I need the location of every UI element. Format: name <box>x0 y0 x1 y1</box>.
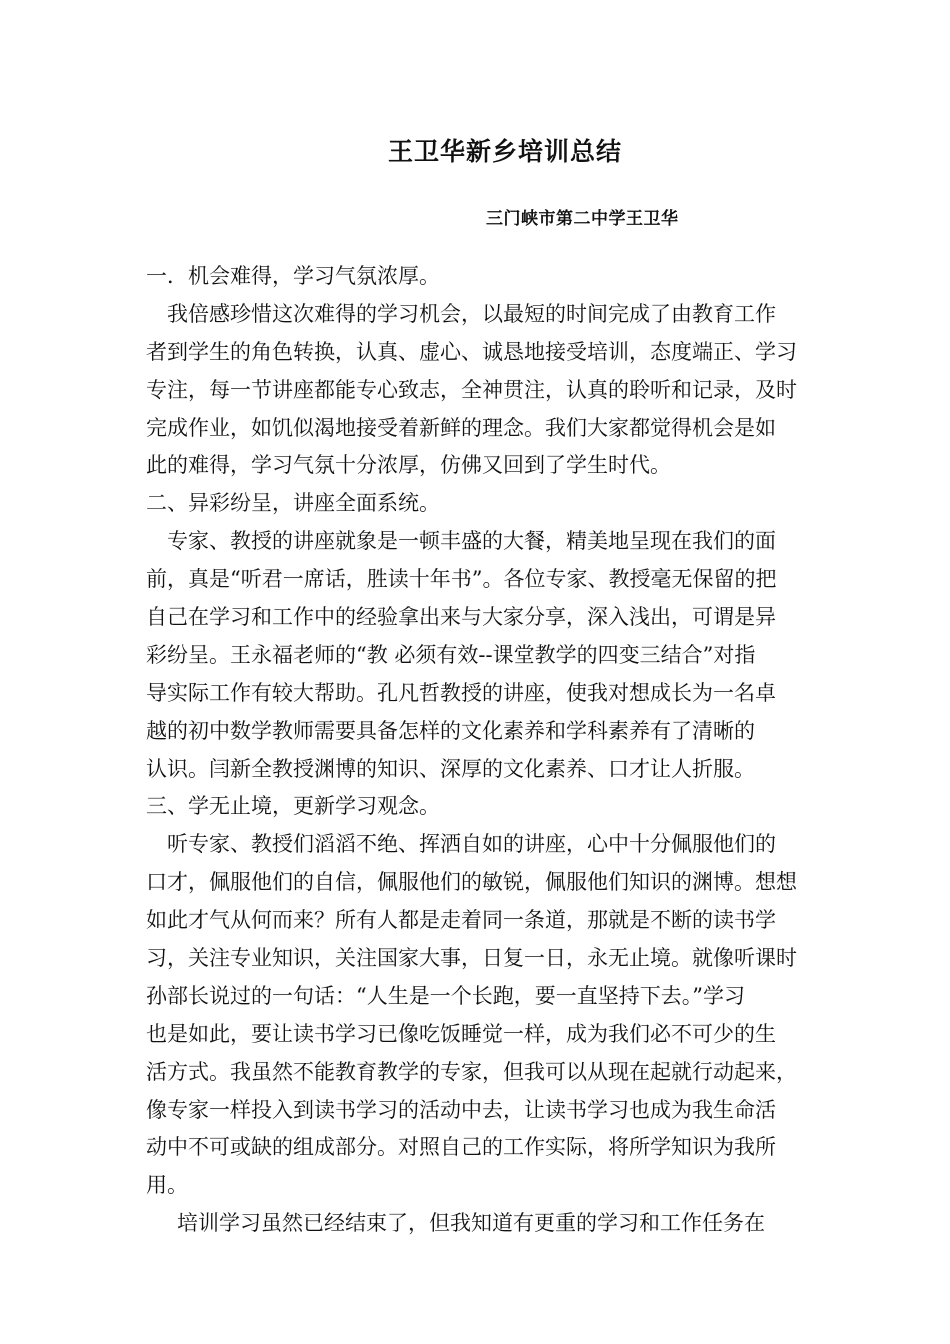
paragraph-line: 培训学习虽然已经结束了，但我知道有更重的学习和工作任务在 <box>177 1211 765 1236</box>
paragraph-line: 活方式。我虽然不能教育教学的专家，但我可以从现在起就行动起来， <box>146 1059 797 1084</box>
section-heading-3: 三、学无止境，更新学习观念。 <box>146 794 440 819</box>
paragraph-line: 导实际工作有较大帮助。孔凡哲教授的讲座，使我对想成长为一名卓 <box>146 680 776 705</box>
paragraph-line: 我倍感珍惜这次难得的学习机会，以最短的时间完成了由教育工作 <box>167 301 776 326</box>
paragraph-line: 专注，每一节讲座都能专心致志，全神贯注，认真的聆听和记录，及时 <box>146 377 797 402</box>
paragraph-line: 自己在学习和工作中的经验拿出来与大家分享，深入浅出，可谓是异 <box>146 605 776 630</box>
paragraph-line: 像专家一样投入到读书学习的活动中去，让读书学习也成为我生命活 <box>146 1097 776 1122</box>
document-body <box>146 258 836 1243</box>
section-heading-1: 一．机会难得，学习气氛浓厚。 <box>146 264 440 288</box>
paragraph-line: 动中不可或缺的组成部分。对照自己的工作实际，将所学知识为我所 <box>146 1135 776 1160</box>
paragraph-line: 者到学生的角色转换，认真、虚心、诚恳地接受培训，态度端正、学习 <box>146 339 797 364</box>
paragraph-line: 用。 <box>146 1173 188 1198</box>
paragraph-line: 专家、教授的讲座就象是一顿丰盛的大餐，精美地呈现在我们的面 <box>167 529 776 554</box>
paragraph-line: 孙部长说过的一句话：“人生是一个长跑，要一直坚持下去。”学习 <box>146 983 745 1008</box>
paragraph-line: 口才，佩服他们的自信，佩服他们的敏锐，佩服他们知识的渊博。想想 <box>146 870 797 895</box>
author-line: 三门峡市第二中学王卫华 <box>486 209 679 229</box>
paragraph-line: 也是如此，要让读书学习已像吃饭睡觉一样，成为我们必不可少的生 <box>146 1021 776 1046</box>
document-title: 王卫华新乡培训总结 <box>387 137 622 166</box>
paragraph-line: 认识。闫新全教授渊博的知识、深厚的文化素养、口才让人折服。 <box>146 756 755 781</box>
paragraph-line: 前，真是“听君一席话，胜读十年书”。各位专家、教授毫无保留的把 <box>146 567 777 592</box>
section-heading-2: 二、异彩纷呈，讲座全面系统。 <box>146 491 440 516</box>
paragraph-line: 听专家、教授们滔滔不绝、挥洒自如的讲座，心中十分佩服他们的 <box>167 832 776 857</box>
paragraph-line: 彩纷呈。王永福老师的“教 必须有效--课堂教学的四变三结合”对指 <box>146 642 756 667</box>
paragraph-line: 完成作业，如饥似渴地接受着新鲜的理念。我们大家都觉得机会是如 <box>146 415 776 440</box>
paragraph-line: 此的难得，学习气氛十分浓厚，仿佛又回到了学生时代。 <box>146 453 671 478</box>
paragraph-line: 习，关注专业知识，关注国家大事，日复一日，永无止境。就像听课时 <box>146 946 797 971</box>
paragraph-line: 如此才气从何而来？所有人都是走着同一条道，那就是不断的读书学 <box>146 908 776 933</box>
paragraph-line: 越的初中数学教师需要具备怎样的文化素养和学科素养有了清晰的 <box>146 718 755 743</box>
